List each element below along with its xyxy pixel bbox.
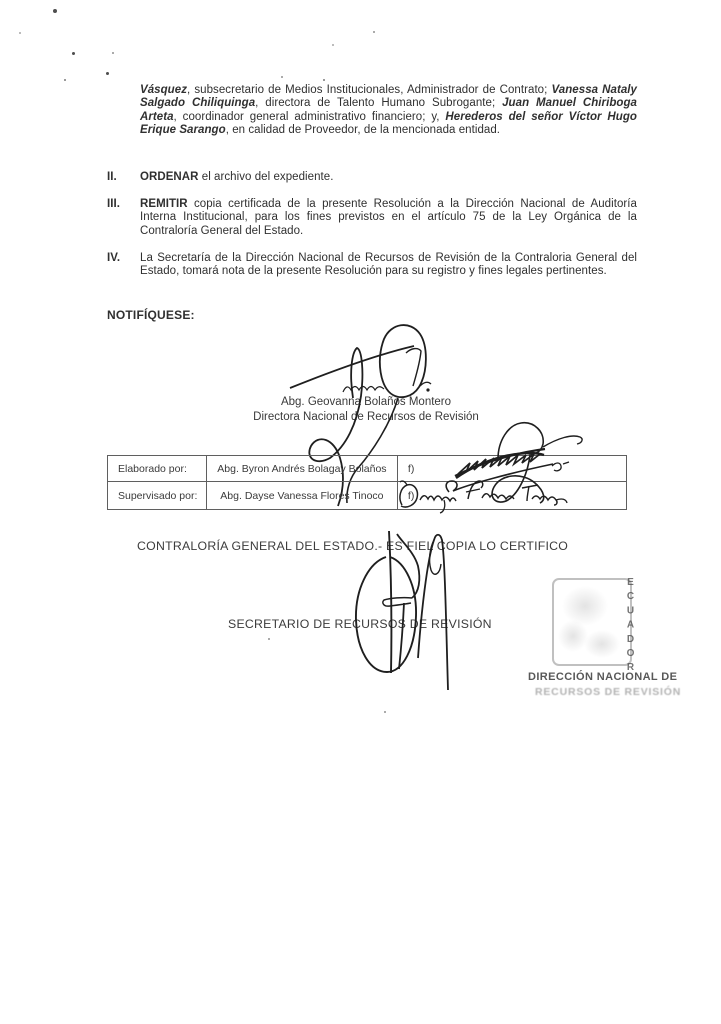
scan-speck [384, 711, 386, 713]
stamp-line2: RECURSOS DE REVISIÓN [535, 686, 682, 698]
sign-cell: f) [397, 482, 626, 510]
party-name: Vanessa Nataly Salgado Chiliquinga [140, 84, 637, 110]
stamp-line1: DIRECCIÓN NACIONAL DE [528, 671, 678, 683]
party-role: , en calidad de Proveedor, de la mencionada entidad. [225, 124, 501, 137]
item-body: La Secretaría de la Dirección Nacional de Recursos de Revisión de la Contraloria General del Estado, tomará nota de la presente Resolución para su registro y fines legales pertinentes. [140, 252, 637, 278]
item-numeral: III. [107, 198, 120, 210]
stamp-border [552, 578, 632, 666]
signatory-title: Directora Nacional de Recursos de Revisión [253, 410, 479, 423]
scan-speck [323, 79, 325, 81]
party-role: , directora de Talento Humano Subrogante; [255, 97, 503, 110]
party-role: , subsecretario de Medios Institucionales, Administrador de Contrato; [187, 84, 552, 96]
scan-speck [19, 32, 21, 34]
scan-speck [64, 79, 66, 81]
party-name: Herederos del señor Víctor Hugo Erique Sarango [140, 110, 638, 137]
scan-speck [332, 44, 334, 46]
scan-speck [281, 76, 283, 78]
name-cell: Abg. Dayse Vanessa Flores Tinoco [206, 482, 397, 510]
table-row [108, 482, 627, 510]
item-text [140, 198, 637, 238]
item-numeral: II. [107, 171, 117, 183]
sign-cell: f) [397, 456, 626, 482]
party-name: Vásquez [140, 84, 188, 96]
scan-speck [106, 72, 109, 75]
continuation-paragraph [140, 84, 637, 138]
scan-speck [373, 31, 375, 33]
notify-label: NOTIFÍQUESE: [107, 308, 195, 322]
party-name: Juan Manuel Chiriboga Arteta [140, 97, 637, 123]
scan-speck [112, 52, 114, 54]
item-text [140, 252, 637, 279]
item-lead: REMITIR [140, 198, 188, 210]
party-role: , coordinador general administrativo financiero; y, [173, 110, 446, 123]
role-cell: Elaborado por: [108, 456, 207, 482]
scan-speck [53, 9, 57, 13]
stamp-vertical-text: ECUADOR [625, 577, 636, 677]
scan-speck [72, 52, 75, 55]
stamp-smudge [584, 630, 620, 658]
item-lead: ORDENAR [140, 171, 199, 183]
scan-speck [268, 638, 270, 640]
item-body: el archivo del expediente. [198, 171, 334, 183]
item-numeral: IV. [107, 252, 121, 264]
approval-table [107, 455, 627, 510]
resolution-item-ii [107, 171, 637, 184]
role-cell: Supervisado por: [108, 482, 207, 510]
signatory-block [216, 395, 516, 424]
item-body: copia certificada de la presente Resolución a la Dirección Nacional de Auditoría Interna Institucional, para los fines previstos en el artículo 75 de la Ley Orgánica de la Contraloría General del Estado. [140, 198, 637, 237]
secretary-title: SECRETARIO DE RECURSOS DE REVISIÓN [228, 617, 492, 631]
table-row [108, 456, 627, 482]
name-cell: Abg. Byron Andrés Bolagay Bolaños [206, 456, 397, 482]
signatory-name: Abg. Geovanna Bolaños Montero [280, 396, 452, 408]
certification-line: CONTRALORÍA GENERAL DEL ESTADO.- ES FIEL COPIA LO CERTIFICO [137, 539, 569, 553]
item-text [140, 171, 637, 184]
resolution-item-iii [107, 198, 637, 238]
resolution-item-iv [107, 252, 637, 279]
